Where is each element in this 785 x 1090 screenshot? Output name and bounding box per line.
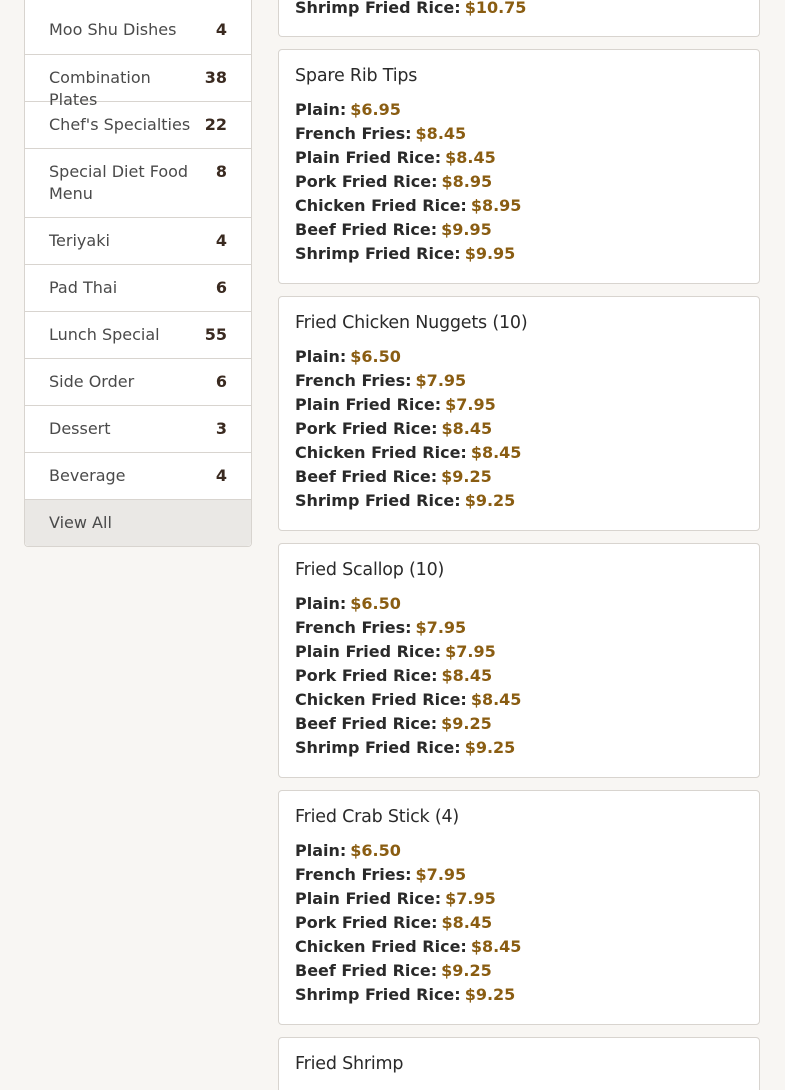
price-label: Plain: bbox=[295, 594, 347, 613]
price-line bbox=[295, 194, 743, 218]
price-value: $9.25 bbox=[464, 491, 516, 510]
menu-item-title: Fried Scallop (10) bbox=[295, 560, 445, 580]
menu-card[interactable] bbox=[278, 49, 760, 284]
view-all-button[interactable]: View All bbox=[25, 499, 251, 546]
price-line bbox=[295, 345, 743, 369]
price-value: $6.50 bbox=[350, 841, 401, 860]
menu-card[interactable] bbox=[278, 543, 760, 778]
menu-card[interactable] bbox=[278, 790, 760, 1025]
menu-item-title: Fried Shrimp bbox=[295, 1054, 404, 1074]
price-label: French Fries: bbox=[295, 124, 412, 143]
price-value: $8.45 bbox=[445, 148, 496, 167]
menu-card[interactable] bbox=[278, 296, 760, 531]
price-line bbox=[295, 839, 743, 863]
category-count: 8 bbox=[215, 162, 227, 181]
category-item-lunch-special[interactable] bbox=[25, 311, 251, 358]
price-value: $9.25 bbox=[441, 714, 492, 733]
price-label: Plain Fried Rice: bbox=[295, 642, 442, 661]
price-line bbox=[295, 863, 743, 887]
price-value: $7.95 bbox=[415, 865, 467, 884]
price-label: Beef Fried Rice: bbox=[295, 961, 438, 980]
price-value: $8.45 bbox=[415, 124, 467, 143]
category-item-combination-plates[interactable] bbox=[25, 54, 251, 109]
price-line bbox=[295, 489, 743, 513]
price-label: Beef Fried Rice: bbox=[295, 714, 438, 733]
menu-card[interactable] bbox=[278, 1037, 760, 1090]
price-line bbox=[295, 640, 743, 664]
price-label: Plain: bbox=[295, 841, 347, 860]
category-sidebar bbox=[24, 0, 252, 547]
price-label: Plain Fried Rice: bbox=[295, 889, 442, 908]
price-value: $9.95 bbox=[441, 220, 492, 239]
price-value: $8.95 bbox=[441, 172, 493, 191]
price-value: $7.95 bbox=[445, 642, 496, 661]
category-name: Moo Shu Dishes bbox=[49, 20, 177, 39]
category-name: Special Diet Food Menu bbox=[49, 162, 189, 203]
price-line bbox=[295, 242, 743, 266]
price-label: French Fries: bbox=[295, 865, 412, 884]
category-count: 4 bbox=[215, 20, 227, 39]
price-value: $8.45 bbox=[470, 690, 522, 709]
menu-item-title: Fried Chicken Nuggets (10) bbox=[295, 313, 528, 333]
category-name: Dessert bbox=[49, 419, 111, 438]
price-line bbox=[295, 959, 743, 983]
price-line bbox=[295, 736, 743, 760]
price-line bbox=[295, 712, 743, 736]
price-value: $8.45 bbox=[441, 419, 493, 438]
price-value: $8.45 bbox=[441, 913, 493, 932]
category-count: 4 bbox=[215, 231, 227, 250]
price-label: Shrimp Fried Rice: bbox=[295, 244, 461, 263]
category-item-teriyaki[interactable] bbox=[25, 217, 251, 264]
price-line bbox=[295, 170, 743, 194]
category-item-special-diet-food-menu[interactable] bbox=[25, 148, 251, 217]
price-label: Plain Fried Rice: bbox=[295, 148, 442, 167]
price-label: Plain Fried Rice: bbox=[295, 395, 442, 414]
category-item-side-order[interactable] bbox=[25, 358, 251, 405]
category-name: Pad Thai bbox=[49, 278, 118, 297]
menu-card-partial bbox=[278, 0, 760, 37]
category-count: 4 bbox=[215, 466, 227, 485]
price-value: $6.50 bbox=[350, 594, 401, 613]
price-line bbox=[295, 616, 743, 640]
price-label: Shrimp Fried Rice: bbox=[295, 0, 461, 17]
category-name: Chef's Specialties bbox=[49, 115, 191, 134]
price-value: $6.50 bbox=[350, 347, 401, 366]
price-value: $8.95 bbox=[470, 196, 522, 215]
price-label: Pork Fried Rice: bbox=[295, 419, 438, 438]
price-line bbox=[295, 441, 743, 465]
category-name: Combination Plates bbox=[49, 68, 151, 109]
price-value: $7.95 bbox=[415, 371, 467, 390]
price-line bbox=[295, 146, 743, 170]
price-value: $9.25 bbox=[441, 961, 492, 980]
price-label: Chicken Fried Rice: bbox=[295, 937, 467, 956]
category-count: 55 bbox=[204, 325, 227, 344]
price-line bbox=[295, 417, 743, 441]
price-label: Plain: bbox=[295, 100, 347, 119]
price-label: Shrimp Fried Rice: bbox=[295, 738, 461, 757]
price-line bbox=[295, 98, 743, 122]
price-label: Shrimp Fried Rice: bbox=[295, 985, 461, 1004]
category-name: Teriyaki bbox=[49, 231, 110, 250]
price-label: Plain: bbox=[295, 347, 347, 366]
price-label: French Fries: bbox=[295, 618, 412, 637]
price-label: Beef Fried Rice: bbox=[295, 220, 438, 239]
price-line bbox=[295, 688, 743, 712]
price-value: $9.25 bbox=[464, 985, 516, 1004]
menu-item-title: Spare Rib Tips bbox=[295, 66, 418, 86]
price-value: $8.45 bbox=[470, 937, 522, 956]
price-value: $8.45 bbox=[441, 666, 493, 685]
price-label: Pork Fried Rice: bbox=[295, 913, 438, 932]
price-value: $9.25 bbox=[464, 738, 516, 757]
category-count: 6 bbox=[215, 372, 227, 391]
price-label: Pork Fried Rice: bbox=[295, 172, 438, 191]
category-count: 22 bbox=[204, 115, 227, 134]
price-value: $8.45 bbox=[470, 443, 522, 462]
category-name: Lunch Special bbox=[49, 325, 160, 344]
price-value: $7.95 bbox=[445, 889, 496, 908]
price-line bbox=[295, 935, 743, 959]
category-item-moo-shu-dishes[interactable] bbox=[25, 0, 251, 54]
price-value: $9.95 bbox=[464, 244, 516, 263]
category-name: Beverage bbox=[49, 466, 126, 485]
price-line bbox=[295, 218, 743, 242]
price-value: $10.75 bbox=[464, 0, 527, 17]
price-label: Beef Fried Rice: bbox=[295, 467, 438, 486]
price-line bbox=[295, 887, 743, 911]
price-label: French Fries: bbox=[295, 371, 412, 390]
price-line bbox=[295, 393, 743, 417]
price-line bbox=[295, 592, 743, 616]
price-line bbox=[295, 664, 743, 688]
price-line bbox=[295, 983, 743, 1007]
category-count: 3 bbox=[215, 419, 227, 438]
price-label: Chicken Fried Rice: bbox=[295, 196, 467, 215]
price-line bbox=[295, 0, 743, 20]
price-label: Pork Fried Rice: bbox=[295, 666, 438, 685]
category-item-pad-thai[interactable] bbox=[25, 264, 251, 311]
price-value: $7.95 bbox=[445, 395, 496, 414]
price-value: $9.25 bbox=[441, 467, 492, 486]
price-label: Chicken Fried Rice: bbox=[295, 690, 467, 709]
category-item-dessert[interactable] bbox=[25, 405, 251, 452]
price-line bbox=[295, 122, 743, 146]
category-count: 6 bbox=[215, 278, 227, 297]
category-name: Side Order bbox=[49, 372, 135, 391]
price-label: Chicken Fried Rice: bbox=[295, 443, 467, 462]
price-value: $6.95 bbox=[350, 100, 401, 119]
price-line bbox=[295, 911, 743, 935]
price-line bbox=[295, 465, 743, 489]
menu-item-title: Fried Crab Stick (4) bbox=[295, 807, 460, 827]
category-item-beverage[interactable] bbox=[25, 452, 251, 499]
price-line bbox=[295, 369, 743, 393]
category-count: 38 bbox=[204, 68, 227, 87]
price-value: $7.95 bbox=[415, 618, 467, 637]
price-label: Shrimp Fried Rice: bbox=[295, 491, 461, 510]
